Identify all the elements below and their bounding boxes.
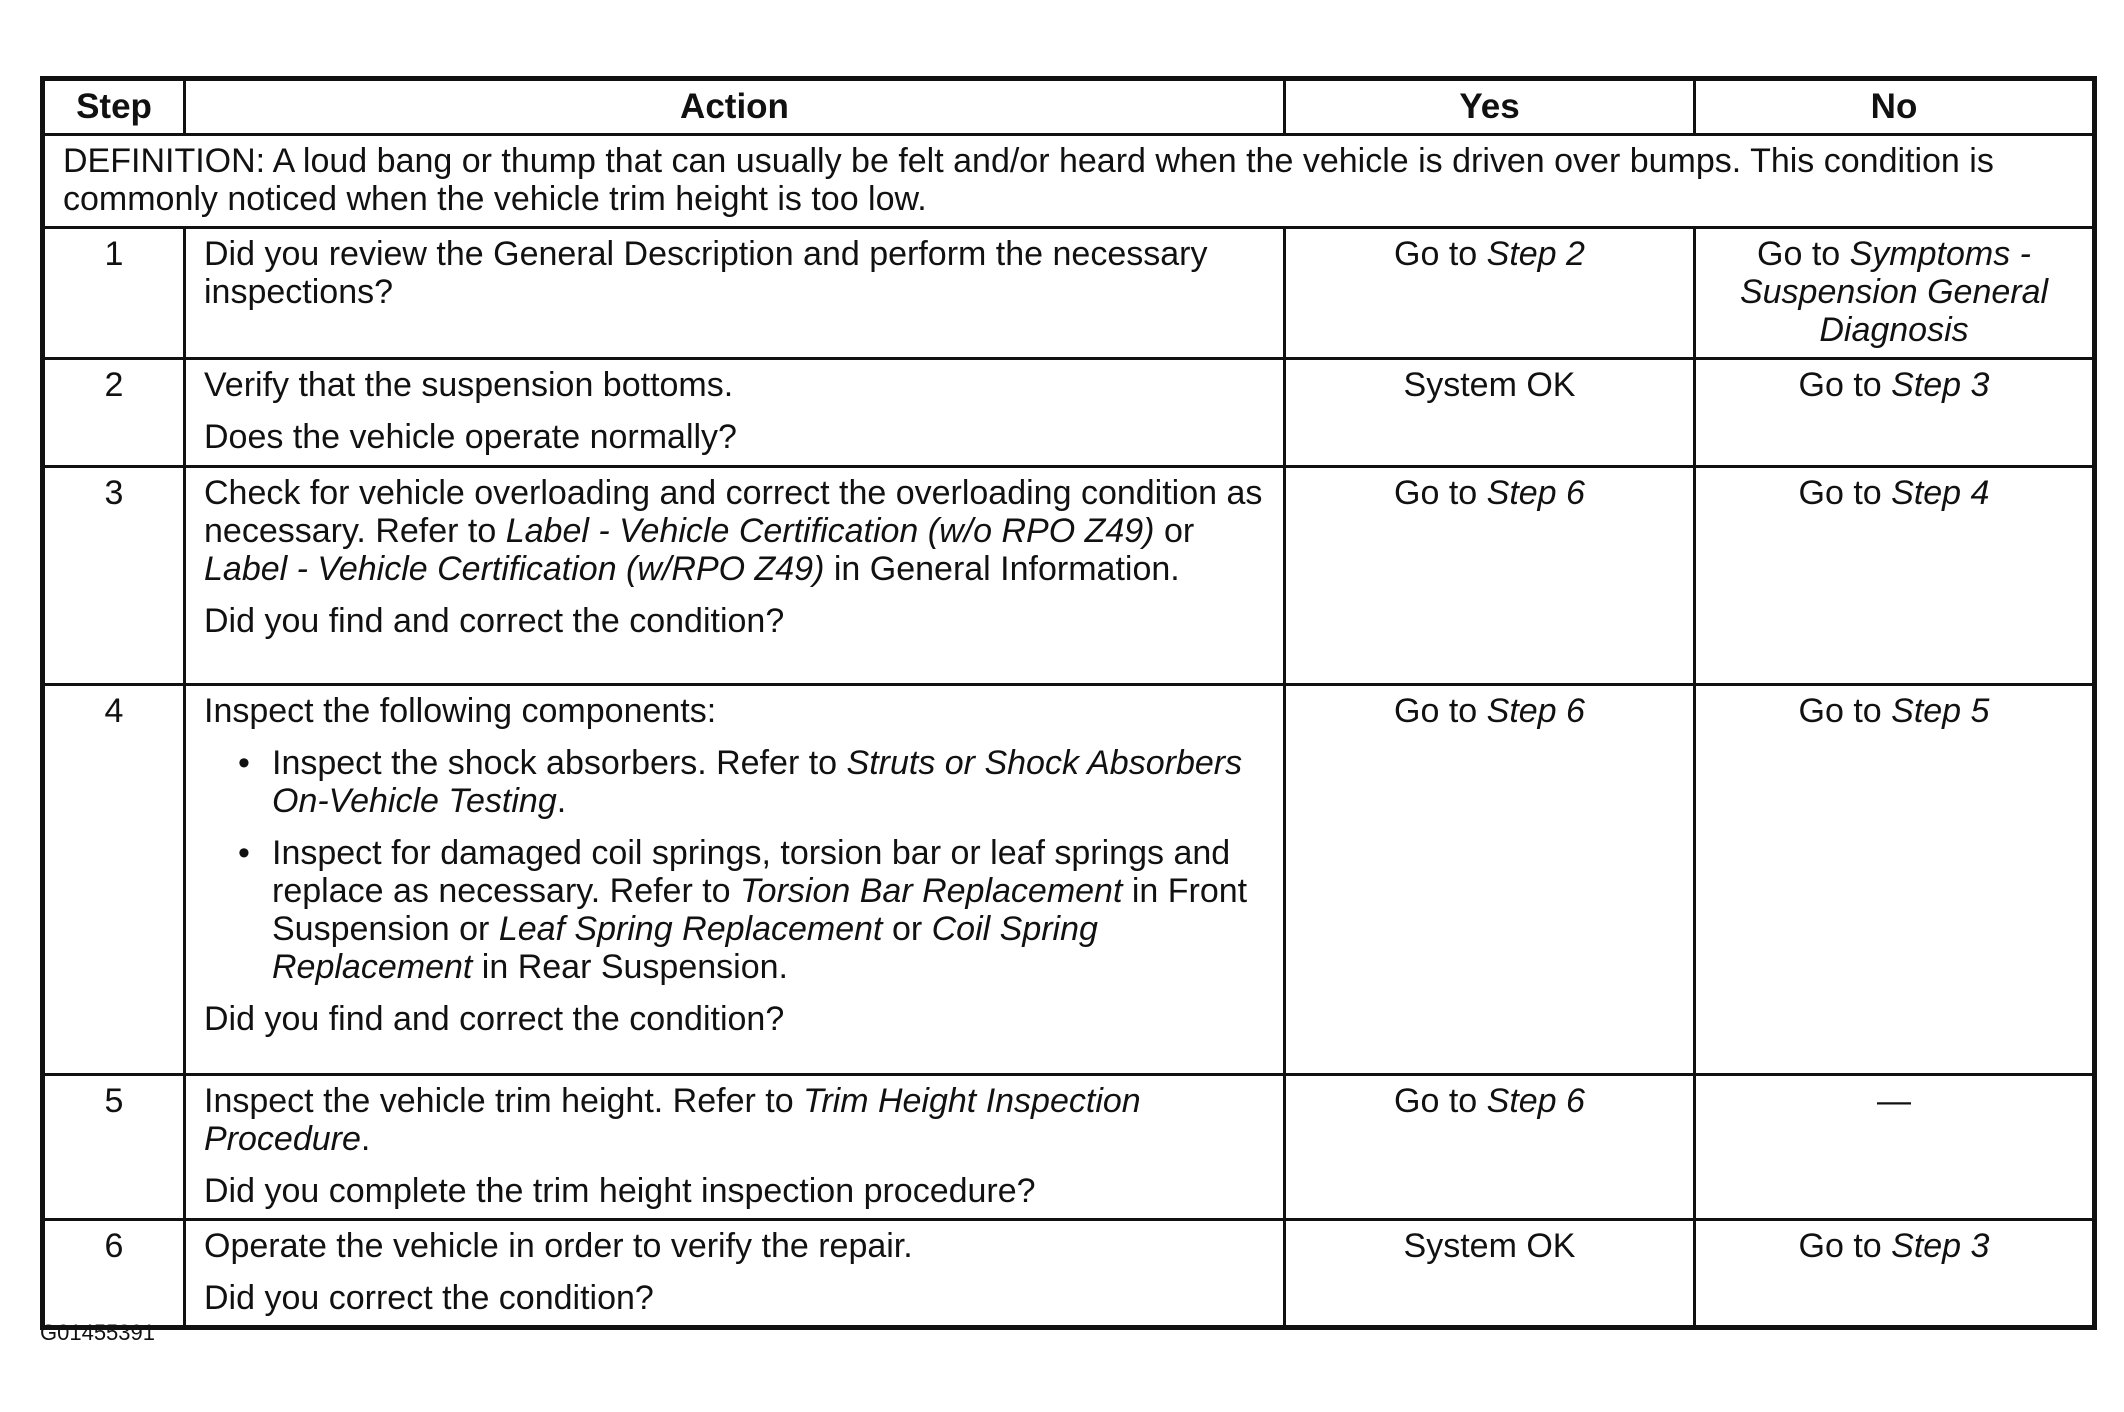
yes-prefix: Go to <box>1394 235 1487 274</box>
definition-text: DEFINITION: A loud bang or thump that can usually be felt and/or heard when the vehicle is driven over bumps. This condition is commonly noticed when the vehicle trim height is too low. <box>43 135 2095 228</box>
yes-prefix: Go to <box>1394 473 1487 512</box>
action-text: Operate the vehicle in order to verify the repair. <box>204 1226 913 1265</box>
step-number: 5 <box>43 1074 185 1219</box>
torsion-bar-link[interactable]: Torsion Bar Replacement <box>740 871 1123 910</box>
step-number: 3 <box>43 466 185 684</box>
no-cell <box>1695 466 2095 684</box>
list-item <box>204 744 1265 820</box>
action-cell <box>185 1219 1285 1327</box>
no-prefix: Go to <box>1798 1226 1892 1265</box>
no-step-link[interactable]: Step 3 <box>1891 366 1990 405</box>
action-text-part: Check for vehicle overloading and correct the overloading condition as necessary. Refer to <box>204 473 1263 550</box>
label-cert-w-rpo-link[interactable]: Label - Vehicle Certification (w/RPO Z49) <box>204 549 825 588</box>
step-number: 1 <box>43 228 185 359</box>
no-step-link[interactable]: Step 3 <box>1891 1226 1990 1265</box>
coil-spring-link[interactable]: Coil Spring Replacement <box>272 909 1098 987</box>
action-text <box>204 1082 1265 1158</box>
trim-height-link[interactable]: Trim Height Inspection Procedure <box>204 1081 1141 1158</box>
step-number: 6 <box>43 1219 185 1327</box>
yes-step-link[interactable]: Step 2 <box>1486 235 1585 274</box>
no-step-link[interactable]: Step 5 <box>1891 691 1990 730</box>
action-text <box>204 474 1265 588</box>
label-cert-wo-rpo-link[interactable]: Label - Vehicle Certification (w/o RPO Z49) <box>505 511 1155 550</box>
list-item-text: Inspect the shock absorbers. Refer to <box>272 743 847 782</box>
yes-cell <box>1285 1074 1695 1219</box>
list-item-text: in Rear Suspension. <box>472 948 788 987</box>
table-row <box>43 1074 2095 1219</box>
action-question: Did you find and correct the condition? <box>204 1000 785 1039</box>
list-item-text: . <box>556 781 567 820</box>
action-cell <box>185 1074 1285 1219</box>
no-prefix: Go to <box>1798 473 1892 512</box>
definition-row <box>43 135 2095 228</box>
list-item-text: Inspect for damaged coil springs, torsion bar or leaf springs and replace as necessary. Refer to <box>272 833 1231 910</box>
action-cell <box>185 684 1285 1074</box>
list-item <box>204 834 1265 986</box>
action-text-part: in General Information. <box>824 549 1180 588</box>
header-action: Action <box>185 79 1285 135</box>
no-cell <box>1695 359 2095 466</box>
header-step: Step <box>43 79 185 135</box>
action-question: Did you correct the condition? <box>204 1278 654 1317</box>
no-symptoms-link[interactable]: Symptoms - Suspension General Diagnosis <box>1739 235 2049 350</box>
header-no: No <box>1695 79 2095 135</box>
table-row <box>43 359 2095 466</box>
list-item-text: or <box>882 909 932 948</box>
header-yes: Yes <box>1285 79 1695 135</box>
yes-cell <box>1285 684 1695 1074</box>
action-text-part: or <box>1154 511 1195 550</box>
yes-cell: System OK <box>1285 1219 1695 1327</box>
action-text: Verify that the suspension bottoms. <box>204 366 734 405</box>
figure-id: G01455391 <box>40 1320 155 1345</box>
leaf-spring-link[interactable]: Leaf Spring Replacement <box>498 909 883 948</box>
action-cell <box>185 466 1285 684</box>
yes-step-link[interactable]: Step 6 <box>1486 691 1585 730</box>
no-cell <box>1695 684 2095 1074</box>
yes-cell <box>1285 466 1695 684</box>
no-cell <box>1695 1074 2095 1219</box>
step-number: 4 <box>43 684 185 1074</box>
diagnostic-table-container <box>40 76 2092 1330</box>
no-cell <box>1695 228 2095 359</box>
table-header-row <box>43 79 2095 135</box>
yes-step-link[interactable]: Step 6 <box>1486 1081 1585 1120</box>
yes-step-link[interactable]: Step 6 <box>1486 473 1585 512</box>
action-cell <box>185 228 1285 359</box>
action-text-part: Inspect the vehicle trim height. Refer to <box>204 1081 804 1120</box>
no-prefix: Go to <box>1757 235 1850 274</box>
action-text: Did you review the General Description and perform the necessary inspections? <box>204 235 1208 312</box>
action-question: Did you complete the trim height inspection procedure? <box>204 1171 1036 1210</box>
table-row <box>43 684 2095 1074</box>
table-row <box>43 1219 2095 1327</box>
yes-prefix: Go to <box>1394 1081 1487 1120</box>
struts-testing-link[interactable]: Struts or Shock Absorbers On-Vehicle Testing <box>272 743 1243 820</box>
step-number: 2 <box>43 359 185 466</box>
yes-prefix: Go to <box>1394 691 1487 730</box>
table-row <box>43 466 2095 684</box>
action-text: Inspect the following components: <box>204 691 717 730</box>
action-question: Does the vehicle operate normally? <box>204 418 737 457</box>
no-prefix: Go to <box>1798 691 1892 730</box>
no-prefix: Go to <box>1798 366 1892 405</box>
table-row <box>43 228 2095 359</box>
no-dash: — <box>1877 1081 1911 1120</box>
action-question: Did you find and correct the condition? <box>204 601 785 640</box>
list-item-text: in Front Suspension or <box>272 871 1248 948</box>
action-text-part: . <box>360 1119 371 1158</box>
no-cell <box>1695 1219 2095 1327</box>
yes-cell: System OK <box>1285 359 1695 466</box>
component-list <box>204 744 1265 986</box>
no-step-link[interactable]: Step 4 <box>1891 473 1990 512</box>
action-cell <box>185 359 1285 466</box>
diagnostic-table <box>40 76 2097 1330</box>
yes-cell <box>1285 228 1695 359</box>
